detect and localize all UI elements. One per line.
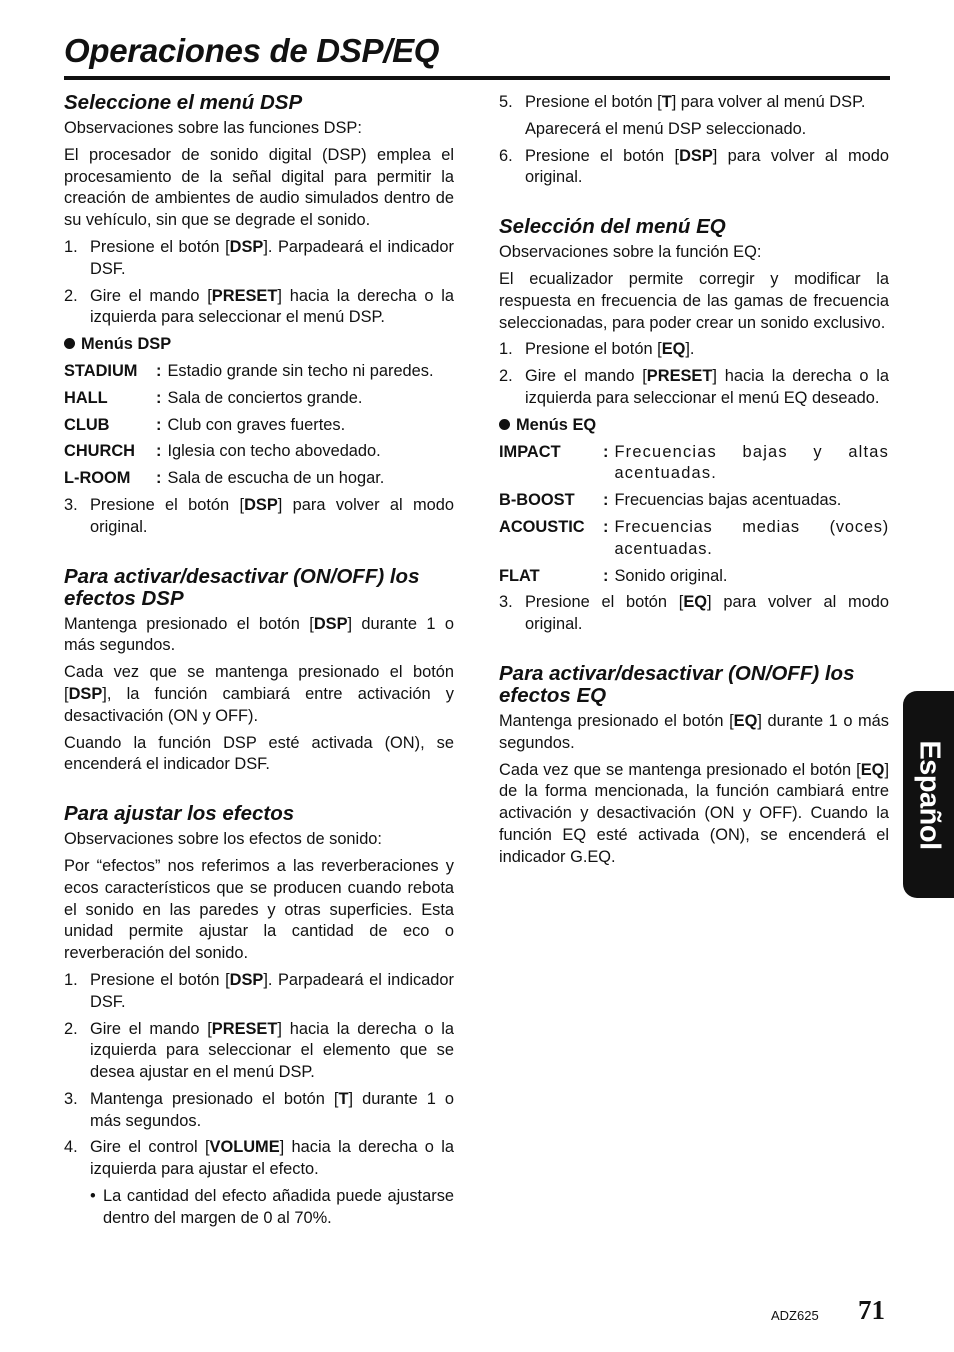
paragraph: El ecualizador permite corregir y modificar la respuesta en frecuencia de las gamas de frecuencia seleccionadas, para poder crear un sonido exclusivo. [499,269,889,332]
paragraph: Cuando la función DSP esté activada (ON), se encenderá el indicador DSF. [64,733,454,774]
steps-list [64,237,454,329]
section-heading-select-eq: Selección del menú EQ [499,215,726,239]
section-heading-dsp-onoff: Para activar/desactivar (ON/OFF) los efectos DSP [64,564,420,610]
section-heading-eq-onoff: Para activar/desactivar (ON/OFF) los efectos EQ [499,661,855,707]
step-item: 3. Mantenga presionado el botón [T] durante 1 o más segundos. [64,1089,454,1130]
dsp-menu-row: STADIUM : Estadio grande sin techo ni paredes. [64,361,434,380]
section-heading-select-dsp: Seleccione el menú DSP [64,91,303,114]
step-item: 5. Presione el botón [T] para volver al menú DSP. Aparecerá el menú DSP seleccionado. [499,92,889,141]
steps-list [64,495,454,539]
button-ref: PRESET [211,286,278,305]
bullet-note: • La cantidad del efecto añadida puede ajustarse dentro del margen de 0 al 70%. [90,1187,454,1227]
step-item: 6. Presione el botón [DSP] para volver al modo original. [499,146,889,187]
step-item: 1. Presione el botón [EQ]. [499,340,695,359]
paragraph: Cada vez que se mantenga presionado el botón [EQ] de la forma mencionada, la función cambiará entre activación y desactivación (ON y OFF). Cuando la función EQ esté activada (ON), se encenderá el indicador G.EQ. [499,760,889,866]
step-note: Aparecerá el menú DSP seleccionado. [525,119,807,138]
steps-list [499,592,889,636]
filled-circle-icon [499,419,510,430]
section-heading-adjust-effects: Para ajustar los efectos [64,802,295,826]
eq-menu-row: IMPACT : Frecuencias bajas y altas acentuadas. [499,442,889,483]
dsp-menu-row: HALL : Sala de conciertos grande. [64,388,363,407]
button-ref: DSP [229,237,264,256]
language-tab-label: Español [913,739,945,850]
paragraph: Observaciones sobre los efectos de sonido: [64,830,382,849]
filled-circle-icon [64,338,75,349]
eq-menu-row: B-BOOST : Frecuencias bajas acentuadas. [499,491,842,510]
dsp-menu-list [64,361,454,490]
step-item: 3. Presione el botón [DSP] para volver al modo original. [64,495,454,536]
menus-dsp-label: Menús DSP [64,334,454,356]
dsp-menu-row: CLUB : Club con graves fuertes. [64,415,346,434]
step-item: 2. Gire el mando [PRESET] hacia la derecha o la izquierda para seleccionar el menú EQ deseado. [499,367,889,407]
step-item: 2. Gire el mando [PRESET] hacia la derecha o la izquierda para seleccionar el elemento que se desea ajustar en el menú DSP. [64,1019,454,1082]
eq-menu-row: FLAT : Sonido original. [499,566,728,585]
paragraph: Cada vez que se mantenga presionado el botón [DSP], la función cambiará entre activación y desactivación (ON y OFF). [64,663,454,725]
eq-menu-row: ACOUSTIC : Frecuencias medias (voces) acentuadas. [499,517,889,558]
paragraph: El procesador de sonido digital (DSP) emplea el procesamiento de la señal digital para permitir la creación de ambientes de audio simulados dentro de su vehículo, sin que se degrade el sonido. [64,145,454,230]
step-item: 2. Gire el mando [PRESET] hacia la derecha o la izquierda para seleccionar el menú DSP. [64,286,454,327]
language-tab [903,691,954,898]
step-item: 3. Presione el botón [EQ] para volver al modo original. [499,593,889,634]
eq-menu-list [499,442,889,588]
title-rule [64,76,890,80]
steps-list [499,92,889,189]
bullet-icon: • [90,1187,96,1206]
paragraph: Mantenga presionado el botón [EQ] durante 1 o más segundos. [499,711,889,752]
dsp-menu-row: CHURCH : Iglesia con techo abovedado. [64,442,381,461]
left-column [64,92,454,1235]
step-item: 4. Gire el control [VOLUME] hacia la derecha o la izquierda para ajustar el efecto. • La cantidad del efecto añadida puede ajustarse dentro del margen de 0 al 70%. [64,1137,454,1229]
page-number: 71 [858,1295,885,1325]
model-number: ADZ625 [771,1308,819,1323]
page-title: Operaciones de DSP/EQ [64,32,440,69]
steps-list [499,339,889,409]
paragraph: Observaciones sobre las funciones DSP: [64,119,362,137]
step-item: 1. Presione el botón [DSP]. Parpadeará el indicador DSF. [64,237,454,278]
dsp-menu-row: L-ROOM : Sala de escucha de un hogar. [64,469,385,488]
menus-eq-label: Menús EQ [499,415,889,437]
paragraph: Observaciones sobre la función EQ: [499,243,762,262]
paragraph: Mantenga presionado el botón [DSP] durante 1 o más segundos. [64,614,454,655]
paragraph: Por “efectos” nos referimos a las reverberaciones y ecos característicos que se producen cuando rebota el sonido en las paredes y otras superficies. Esta unidad permite ajustar la cantidad de eco o reverberación del sonido. [64,856,454,963]
step-item: 1. Presione el botón [DSP]. Parpadeará el indicador DSF. [64,970,454,1011]
button-ref: DSP [244,495,278,514]
steps-list [64,970,454,1230]
right-column [499,92,889,874]
